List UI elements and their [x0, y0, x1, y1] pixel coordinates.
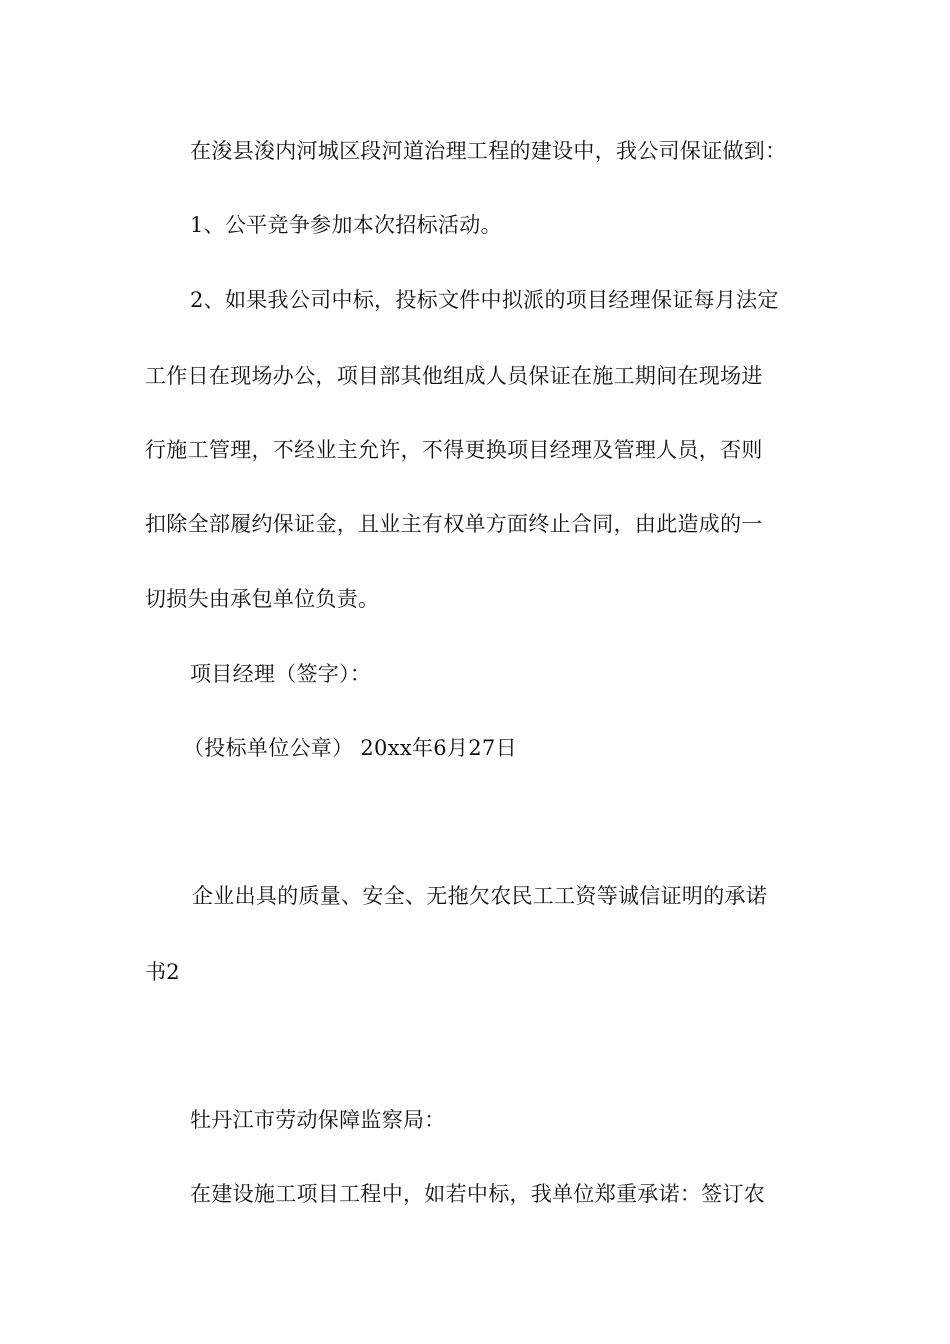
- item-2-line-5: 切损失由承包单位负责。: [145, 587, 380, 611]
- intro-paragraph: 在浚县浚内河城区段河道治理工程的建设中，我公司保证做到：: [190, 139, 787, 163]
- item-2-line-1: 2、如果我公司中标，投标文件中拟派的项目经理保证每月法定: [190, 288, 779, 312]
- signature-line: 项目经理（签字）：: [190, 662, 372, 686]
- item-2-line-3: 行施工管理，不经业主允许，不得更换项目经理及管理人员，否则: [145, 438, 763, 462]
- addressee: 牡丹江市劳动保障监察局：: [190, 1108, 446, 1132]
- item-2-line-4: 扣除全部履约保证金，且业主有权单方面终止合同，由此造成的一: [145, 512, 763, 536]
- section-2-title-line-1: 企业出具的质量、安全、无拖欠农民工工资等诚信证明的承诺: [192, 884, 768, 908]
- item-2-line-2: 工作日在现场办公，项目部其他组成人员保证在施工期间在现场进: [145, 364, 763, 388]
- item-1: 1、公平竞争参加本次招标活动。: [190, 213, 502, 237]
- seal-date-line: （投标单位公章） 20xx年6月27日: [183, 736, 517, 760]
- body-start-line: 在建设施工项目工程中，如若中标，我单位郑重承诺：签订农: [190, 1182, 766, 1206]
- section-2-title-line-2: 书2: [145, 960, 180, 984]
